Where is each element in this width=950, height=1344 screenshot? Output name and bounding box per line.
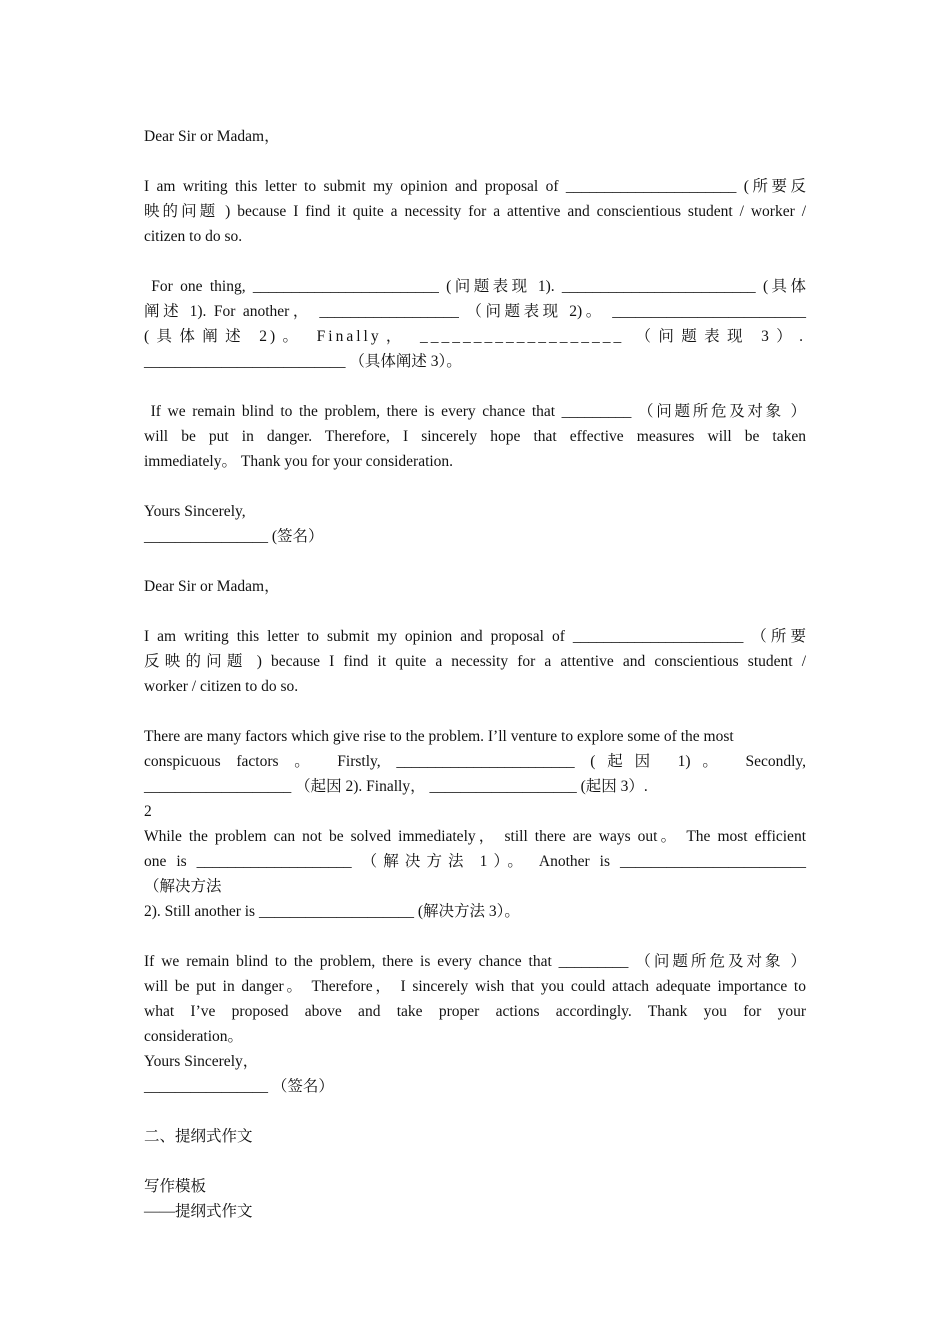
spacer [144, 474, 806, 499]
letter2-closing-line: consideration。 [144, 1028, 244, 1045]
spacer [144, 549, 806, 574]
letter2-solution-line: （解决方法 [144, 878, 222, 895]
spacer [144, 1149, 806, 1174]
letter1-body-line: __________________________ （具体阐述 3）。 [144, 353, 462, 370]
letter1-signoff: Yours Sincerely, [144, 503, 246, 520]
letter2-closing-line: will be put in danger。 Therefore， I sincerely wish that you could attach adequate importance to [144, 978, 806, 995]
letter1-closing-line: immediately。 Thank you for your consideration. [144, 453, 454, 470]
letter2-signature: ________________ （签名） [144, 1078, 334, 1095]
letter2-cause-line: conspicuous factors 。 Firstly, _______________________ (起因 1)。 Secondly, [144, 753, 806, 770]
letter2-closing-line: what I’ve proposed above and take proper actions accordingly. Thank you for your [144, 1003, 806, 1020]
letter2-solution-line: 2). Still another is ____________________ (解决方法 3）。 [144, 903, 520, 920]
letter2-cause-line: ___________________ （起因 2). Finally， ___________________ (起因 3）. [144, 778, 648, 795]
letter2-signoff: Yours Sincerely， [144, 1053, 259, 1070]
letter1-body-line: (具体阐述 2)。 Finally， ___________________ （问题表现 3）. [144, 328, 806, 345]
section-subheading: 写作模板 [144, 1178, 207, 1195]
letter2-cause-line: 2 [144, 803, 152, 820]
spacer [144, 1099, 806, 1124]
letter2-solution-line: one is ____________________ （解决方法 1）。 Another is ________________________ [144, 853, 806, 870]
spacer [144, 374, 806, 399]
letter1-closing-line: will be put in danger. Therefore, I sincerely hope that effective measures will be taken [144, 428, 806, 445]
document-page [144, 124, 806, 1224]
letter1-body-line: For one thing, ________________________ (问题表现 1). _________________________ (具体 [144, 278, 806, 295]
letter1-signature: ________________ (签名） [144, 528, 324, 545]
letter2-intro-line: 反映的问题 ) because I find it quite a necessity for a attentive and conscientious student / [144, 653, 806, 670]
section-subheading: ——提纲式作文 [144, 1203, 253, 1220]
spacer [144, 149, 806, 174]
spacer [144, 924, 806, 949]
letter2-intro-line: worker / citizen to do so. [144, 678, 299, 695]
letter2-cause-line: There are many factors which give rise to the problem. I’ll venture to explore some of the most [144, 728, 734, 745]
letter1-salutation: Dear Sir or Madam， [144, 128, 280, 145]
letter2-solution-line: While the problem can not be solved immediately， still there are ways out。 The most efficient [144, 828, 806, 845]
letter1-intro-line: I am writing this letter to submit my opinion and proposal of ______________________ (所要反 [144, 178, 806, 195]
section-heading: 二、提纲式作文 [144, 1128, 253, 1145]
spacer [144, 599, 806, 624]
letter1-intro-line: citizen to do so. [144, 228, 243, 245]
letter2-salutation: Dear Sir or Madam， [144, 578, 280, 595]
spacer [144, 699, 806, 724]
letter1-intro-line: 映的问题 ) because I find it quite a necessity for a attentive and conscientious student / worker / [144, 203, 806, 220]
letter1-body-line: 阐述 1). For another， __________________ （问题表现 2)。 _________________________ [144, 303, 806, 320]
letter2-intro-line: I am writing this letter to submit my opinion and proposal of ______________________ （所要 [144, 628, 806, 645]
spacer [144, 249, 806, 274]
letter1-closing-line: If we remain blind to the problem, there is every chance that _________ （问题所危及对象 ） [144, 403, 806, 420]
letter2-closing-line: If we remain blind to the problem, there is every chance that _________ （问题所危及对象 ） [144, 953, 806, 970]
